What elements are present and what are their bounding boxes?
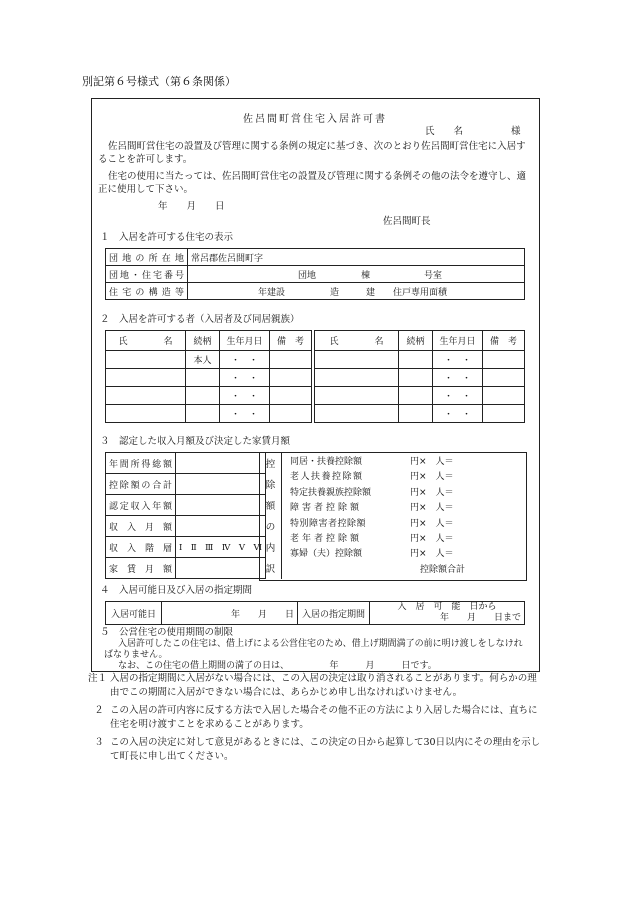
- table-row: [106, 387, 312, 405]
- possible-date-label: 入居可能日: [106, 602, 162, 625]
- table-row: [315, 387, 525, 405]
- dob-cell: ・ ・: [220, 351, 270, 369]
- occupant-table-right: [314, 330, 525, 423]
- list-item: 特別障害者控除額 円× 人＝: [290, 518, 454, 529]
- certified-income-label: 認定収入年額: [106, 495, 176, 516]
- structure-value: 年建設 造 建 住戸専用面積: [188, 283, 525, 300]
- deduction-vertical-label: 控 除 額 の 内 訳: [265, 459, 276, 575]
- table-row: [106, 369, 312, 387]
- deduction-total-label: 控除額の合計: [106, 474, 176, 495]
- dob-cell: ・ ・: [220, 387, 270, 405]
- dob-cell: ・ ・: [433, 369, 483, 387]
- section4-heading: ４ 入居可能日及び入居の指定期間: [100, 585, 253, 596]
- dob-cell: ・ ・: [220, 369, 270, 387]
- table-row: [315, 369, 525, 387]
- relation-self: 本人: [186, 351, 220, 369]
- income-table: [105, 452, 266, 579]
- house-number-label: 団地・住宅番号: [106, 266, 188, 283]
- issuer: 佐呂間町長: [383, 216, 431, 227]
- header-remarks: 備 考: [483, 331, 525, 351]
- list-item: 老年者控除額 円× 人＝: [290, 534, 454, 545]
- possible-date-value: 年 月 日: [162, 602, 298, 625]
- header-dob: 生年月日: [220, 331, 270, 351]
- section3-heading: ３ 認定した収入月額及び決定した家賃月額: [100, 436, 291, 447]
- location-value: 常呂郡佐呂間町字: [188, 249, 525, 266]
- monthly-rent-label: 家 賃 月 額: [106, 558, 176, 579]
- income-level-label: 収入階層: [106, 537, 176, 558]
- addressee-name-label: 氏 名: [425, 126, 464, 137]
- occupant-table-left: [105, 330, 312, 423]
- section1-heading: １ 入居を許可する住宅の表示: [100, 232, 234, 243]
- table-row: [315, 405, 525, 423]
- list-item: 寡婦（夫）控除額 円× 人＝: [290, 549, 454, 560]
- header-relation: 続柄: [399, 331, 433, 351]
- deduction-list: [290, 455, 520, 578]
- monthly-income-label: 収 入 月 額: [106, 516, 176, 537]
- deduction-total: 控除額合計: [420, 564, 466, 575]
- table-row: [106, 405, 312, 423]
- dob-cell: ・ ・: [220, 405, 270, 423]
- dob-cell: ・ ・: [433, 387, 483, 405]
- note-1: 注１ 入居の指定期間に入居がない場合には、この入居の決定は取り消されることがあります。何らかの理由でこの期間に入居ができない場合には、あらかじめ申し出なければいけません。: [88, 673, 537, 698]
- house-table: [105, 248, 525, 300]
- section5-text2: なお、この住宅の借上期間の満了の日は、 年 月 日です。: [118, 661, 437, 671]
- section5-heading: ５ 公営住宅の使用期間の制限: [100, 627, 234, 638]
- header-name: 氏 名: [106, 331, 186, 351]
- section2-heading: ２ 入居を許可する者（入居者及び同居親族）: [100, 314, 300, 325]
- issue-date: 年 月 日: [158, 201, 225, 212]
- location-label: 団地の所在地: [106, 249, 188, 266]
- list-item: 同居・扶養控除額 円× 人＝: [290, 457, 454, 467]
- section5-text1: 入居許可したこの住宅は、借上げによる公営住宅のため、借上げ期間満了の前に明け渡しをしなければなりません。: [104, 639, 523, 660]
- body-paragraph-2: 住宅の使用に当たっては、佐呂間町営住宅の設置及び管理に関する条例その他の法令を遵守し、適正に使用して下さい。: [98, 171, 527, 195]
- income-levels: Ⅰ Ⅱ Ⅲ Ⅳ Ⅴ Ⅵ: [176, 537, 266, 558]
- table-row: [106, 351, 312, 369]
- addressee-sama: 様: [511, 126, 521, 137]
- notes: [88, 672, 543, 764]
- header-remarks: 備 考: [270, 331, 312, 351]
- document-title: 佐呂間町営住宅入居許可書: [243, 114, 387, 125]
- header-name: 氏 名: [315, 331, 399, 351]
- annual-income-label: 年間所得総額: [106, 453, 176, 474]
- period-label: 入居の指定期間: [298, 602, 370, 625]
- header-relation: 続柄: [186, 331, 220, 351]
- body-paragraph-1: 佐呂間町営住宅の設置及び管理に関する条例の規定に基づき、次のとおり佐呂間町営住宅に入居することを許可します。: [98, 141, 526, 165]
- note-2: ２ この入居の許可内容に反する方法で入居した場合その他不正の方法により入居した場合には、直ちに住宅を明け渡すことを求めることがあります。: [94, 705, 538, 730]
- note-3: ３ この入居の決定に対して意見があるときには、この決定の日から起算して30日以内にその理由を示して町長に申し出てください。: [94, 737, 541, 762]
- header-dob: 生年月日: [433, 331, 483, 351]
- house-number-value: 団地 棟 号室: [188, 266, 525, 283]
- dob-cell: ・ ・: [433, 405, 483, 423]
- form-label: 別記第６号様式（第６条関係）: [82, 75, 236, 88]
- dob-cell: ・ ・: [433, 351, 483, 369]
- structure-label: 住宅の構造等: [106, 283, 188, 300]
- period-value: 入 居 可 能 日から 年 月 日まで: [370, 602, 525, 625]
- period-table: [105, 601, 525, 625]
- list-item: 障害者控除額 円× 人＝: [290, 503, 454, 514]
- list-item: 老人扶養控除額 円× 人＝: [290, 472, 454, 483]
- list-item: 特定扶養親族控除額 円× 人＝: [290, 487, 454, 498]
- table-row: [315, 351, 525, 369]
